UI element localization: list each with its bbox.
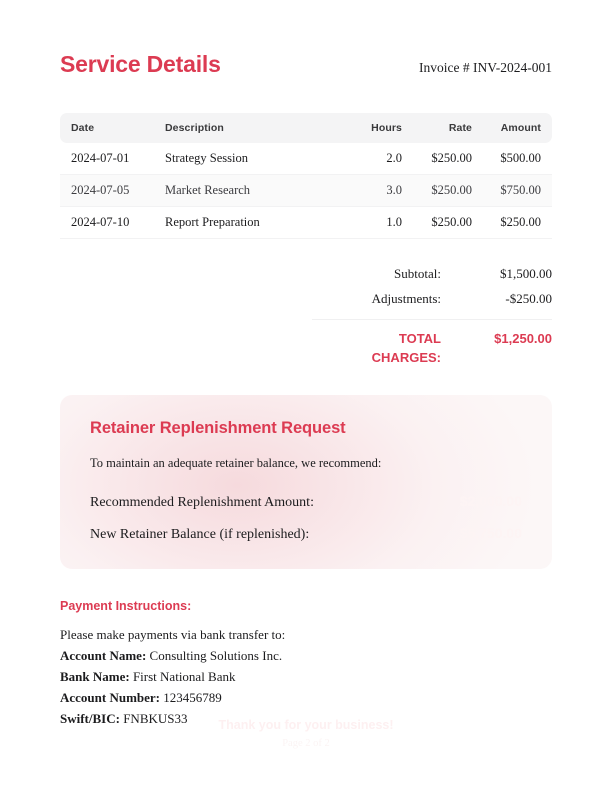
totals-inner <box>312 261 552 367</box>
recommended-replenishment-label: Recommended Replenishment Amount: <box>90 495 314 510</box>
adjustments-row <box>312 286 552 311</box>
page-content <box>60 50 552 729</box>
column-header-amount: Amount <box>482 113 552 143</box>
footer-page-number: Page 2 of 2 <box>282 738 330 749</box>
subtotal-label: Subtotal: <box>394 266 441 281</box>
table-row <box>60 207 552 239</box>
cell-rate: $250.00 <box>412 207 482 239</box>
account-number-line <box>60 687 552 708</box>
retainer-title: Retainer Replenishment Request <box>90 419 346 437</box>
service-details-table <box>60 113 552 239</box>
recommended-replenishment-value: $2,000.00 <box>459 493 522 509</box>
cell-description: Market Research <box>155 175 352 207</box>
column-header-date: Date <box>60 113 155 143</box>
account-number-label: Account Number: <box>60 690 161 705</box>
page-title: Service Details <box>60 51 221 77</box>
payment-instructions-title: Payment Instructions: <box>60 599 192 613</box>
cell-description: Report Preparation <box>155 207 352 239</box>
cell-date: 2024-07-05 <box>60 175 155 207</box>
retainer-replenishment-callout <box>60 395 552 569</box>
cell-date: 2024-07-01 <box>60 143 155 175</box>
adjustments-label: Adjustments: <box>371 291 441 306</box>
cell-hours: 3.0 <box>352 175 412 207</box>
cell-hours: 2.0 <box>352 143 412 175</box>
cell-description: Strategy Session <box>155 143 352 175</box>
column-header-description: Description <box>155 113 352 143</box>
page-header <box>60 50 552 88</box>
bank-name-line <box>60 666 552 687</box>
subtotal-row <box>312 261 552 286</box>
grand-total-value: $1,250.00 <box>494 331 552 346</box>
cell-rate: $250.00 <box>412 143 482 175</box>
new-retainer-balance-value: $5,750.00 <box>459 525 522 541</box>
swift-bic-label: Swift/BIC: <box>60 711 120 726</box>
new-retainer-balance-label: New Retainer Balance (if replenished): <box>90 527 310 542</box>
cell-rate: $250.00 <box>412 175 482 207</box>
table-header-row <box>60 113 552 143</box>
cell-amount: $500.00 <box>482 143 552 175</box>
footer-thank-you: Thank you for your business! <box>218 718 394 732</box>
payment-instructions-section <box>60 599 552 729</box>
retainer-intro-text: To maintain an adequate retainer balance, we recommend: <box>90 456 382 470</box>
cell-date: 2024-07-10 <box>60 207 155 239</box>
cell-amount: $250.00 <box>482 207 552 239</box>
account-name-label: Account Name: <box>60 648 147 663</box>
cell-amount: $750.00 <box>482 175 552 207</box>
new-retainer-balance-row <box>90 525 522 543</box>
recommended-replenishment-row <box>90 493 522 511</box>
adjustments-value: -$250.00 <box>505 291 552 306</box>
totals-divider <box>312 319 552 320</box>
bank-name-value: First National Bank <box>132 669 236 684</box>
invoice-number: Invoice # INV-2024-001 <box>419 60 552 75</box>
bank-name-label: Bank Name: <box>60 669 130 684</box>
service-details-table-wrapper <box>60 113 552 239</box>
grand-total-label: TOTAL CHARGES: <box>371 331 441 365</box>
page-footer <box>60 716 552 752</box>
subtotal-value: $1,500.00 <box>500 266 552 281</box>
account-name-line <box>60 645 552 666</box>
account-number-value: 123456789 <box>163 690 222 705</box>
payment-intro-text: Please make payments via bank transfer to: <box>60 627 286 642</box>
column-header-hours: Hours <box>352 113 412 143</box>
cell-hours: 1.0 <box>352 207 412 239</box>
table-row <box>60 143 552 175</box>
account-name-value: Consulting Solutions Inc. <box>149 648 283 663</box>
column-header-rate: Rate <box>412 113 482 143</box>
table-row <box>60 175 552 207</box>
totals-section <box>60 261 552 367</box>
swift-bic-value: FNBKUS33 <box>123 711 188 726</box>
grand-total-row <box>312 329 552 367</box>
